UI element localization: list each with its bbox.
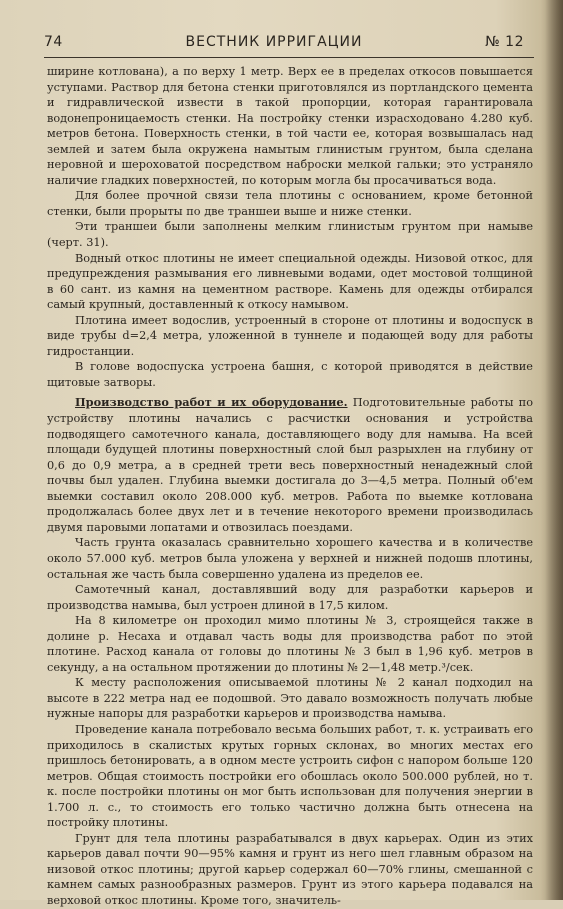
paragraph: Плотина имеет водослив, устроенный в стороне от плотины и водоспуск в виде трубы d=2,4 метра, уложенной в туннеле и подающей воду для работы гидростанции. bbox=[47, 313, 533, 358]
book-spine-shadow bbox=[545, 0, 563, 900]
page-number: 74 bbox=[44, 34, 63, 50]
section-heading: Производство работ и их оборудование. bbox=[75, 395, 348, 410]
journal-title: ВЕСТНИК ИРРИГАЦИИ bbox=[185, 34, 363, 50]
issue-number: № 12 bbox=[485, 34, 524, 50]
paragraph: В голове водоспуска устроена башня, с которой приводятся в действие щитовые затворы. bbox=[47, 360, 533, 389]
paragraph: Грунт для тела плотины разрабатывался в двух карьерах. Один из этих карьеров давал почти 90—95% камня и грунт из него шел главным образом на низовой откос плотины; другой карьер содержал 60—70% глины, смешанной с камнем самых разнообразных размеров. Грунт из этого карьера подавался на верховой откос плотины. Кроме того, значитель- bbox=[47, 831, 533, 907]
paragraph: ширине котлована), а по верху 1 метр. Верх ее в пределах откосов повышается уступами. Раствор для бетона стенки приготовлялся из портландского цемента и гидравлической извести в такой пропорции, которая гарантировала водонепроницаемость стенки. На постройку стенки израсходовано 4.280 куб. метров бетона. Поверхность стенки, в той части ее, которая возвышалась над землей и затем была окружена намытым глинистым грунтом, была сделана неровной и шероховатой посредством наброски мелкой гальки; это устраняло наличие гладких поверхностей, по которым могла бы просачиваться вода. bbox=[47, 65, 533, 187]
header-rule bbox=[44, 57, 534, 58]
paragraph: Эти траншеи были заполнены мелким глинистым грунтом при намыве (черт. 31). bbox=[47, 220, 533, 250]
paragraph: Самотечный канал, доставлявший воду для разработки карьеров и производства намыва, был устроен длиной в 17,5 килом. bbox=[47, 583, 533, 612]
article-body bbox=[47, 64, 533, 909]
paragraph: Часть грунта оказалась сравнительно хорошего качества и в количестве около 57.000 куб. метров была уложена у верхней и нижней подошв плотины, остальная же часть была совершенно удалена из пределов ее. bbox=[47, 536, 533, 581]
paragraph: На 8 километре он проходил мимо плотины № 3, строящейся также в долине р. Несаха и отдавал часть воды для производства работ по этой плотине. Расход канала от головы до плотины № 3 был в 1,96 куб. метров в секунду, а на остальном протяжении до плотины № 2—1,48 метр.³/сек. bbox=[47, 614, 533, 674]
paragraph: Водный откос плотины не имеет специальной одежды. Низовой откос, для предупреждения размывания его ливневыми водами, одет мостовой толщиной в 60 сант. из камня на цементном растворе. Камень для одежды отбирался самый крупный, доставленный к откосу намывом. bbox=[47, 251, 533, 312]
page-header bbox=[44, 34, 524, 56]
paragraph-text: Подготовительные работы по устройству плотины начались с расчистки основания и устройства подводящего самотечного канала, доставляющего воду для намыва. На всей площади будущей плотины поверхностный слой был разрыхлен на глубину от 0,6 до 0,9 метра, а в средней трети весь поверхностный ненадежный слой почвы был удален. Глубина выемки достигала до 3—4,5 метра. Полный об'ем выемки составил около 208.000 куб. метров. Работа по выемке котлована продолжалась более двух лет и в течение некоторого времени производилась двумя паровыми лопатами и отвозилась поездами. bbox=[47, 396, 533, 534]
paragraph: Для более прочной связи тела плотины с основанием, кроме бетонной стенки, были прорыты по две траншеи выше и ниже стенки. bbox=[47, 189, 533, 218]
paragraph: Проведение канала потребовало весьма больших работ, т. к. устраивать его приходилось в скалистых крутых горных склонах, во многих местах его пришлось бетонировать, а в одном месте устроить сифон с напором больше 120 метров. Общая стоимость постройки его обошлась около 500.000 рублей, но т. к. после постройки плотины он мог быть использован для получения энергии в 1.700 л. с., то стоимость его только частично должна быть отнесена на постройку плотины. bbox=[47, 722, 533, 830]
paragraph: К месту расположения описываемой плотины № 2 канал подходил на высоте в 222 метра над ее подошвой. Это давало возможность получать любые нужные напоры для разработки карьеров и производства намыва. bbox=[47, 676, 533, 721]
section-paragraph bbox=[47, 395, 533, 535]
